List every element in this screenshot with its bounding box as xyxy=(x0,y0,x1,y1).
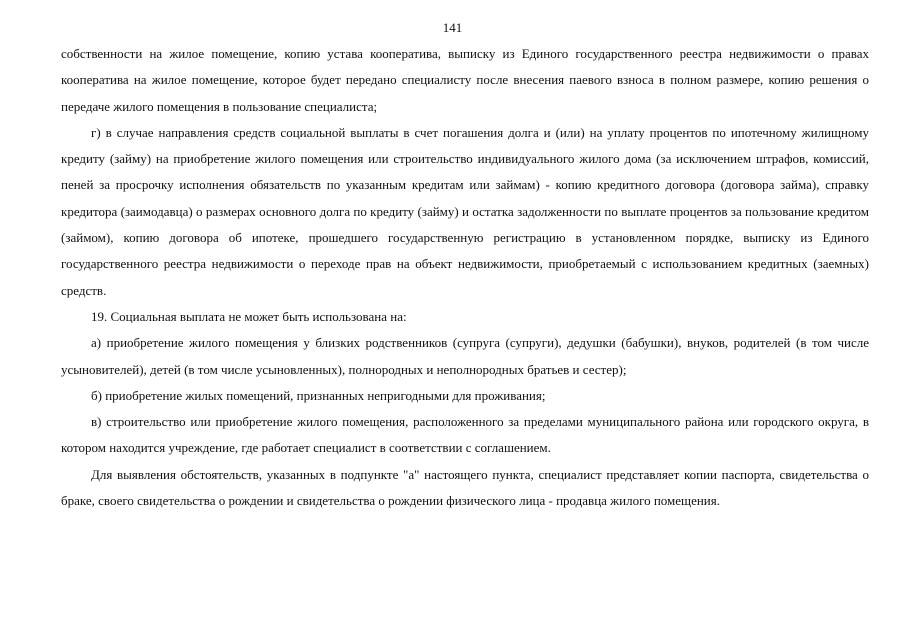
paragraph-continuation: собственности на жилое помещение, копию устава кооператива, выписку из Единого государственного реестра недвижимости о правах кооператива на жилое помещение, которое будет передано специалисту после внесения паевого взноса в полном размере, копию решения о передаче жилого помещения в пользование специалиста; xyxy=(61,46,869,114)
paragraph-clause-19: 19. Социальная выплата не может быть использована на: xyxy=(91,308,407,324)
paragraph-item-g: г) в случае направления средств социальной выплаты в счет погашения долга и (или) на уплату процентов по ипотечному жилищному кредиту (займу) на приобретение жилого помещения или строительство индивидуального жилого дома (за исключением штрафов, комиссий, пеней за просрочку исполнения обязательств по указанным кредитам или займам) - копию кредитного договора (договора займа), справку кредитора (заимодавца) о размерах основного долга по кредиту (займу) и остатка задолженности по выплате процентов за пользование кредитом (займом), копию договора об ипотеке, прошедшего государственную регистрацию в установленном порядке, выписку из Единого государственного реестра недвижимости о переходе прав на объект недвижимости, приобретаемый с использованием кредитных (заемных) средств. xyxy=(61,124,869,298)
paragraph-item-b: б) приобретение жилых помещений, признанных непригодными для проживания; xyxy=(91,387,546,403)
paragraph-item-v: в) строительство или приобретение жилого помещения, расположенного за пределами муниципального района или городского округа, в котором находится учреждение, где работает специалист в соответствии с соглашением. xyxy=(61,414,869,456)
paragraph-item-a: а) приобретение жилого помещения у близких родственников (супруга (супруги), дедушки (бабушки), внуков, родителей (в том числе усыновителей), детей (в том числе усыновленных), полнородных и неполнородных братьев и сестер); xyxy=(61,335,869,377)
document-body xyxy=(61,41,869,514)
paragraph-identification-note: Для выявления обстоятельств, указанных в подпункте "а" настоящего пункта, специалист представляет копии паспорта, свидетельства о браке, своего свидетельства о рождении и свидетельства о рождении физического лица - продавца жилого помещения. xyxy=(61,466,869,509)
page-number: 141 xyxy=(442,20,463,35)
